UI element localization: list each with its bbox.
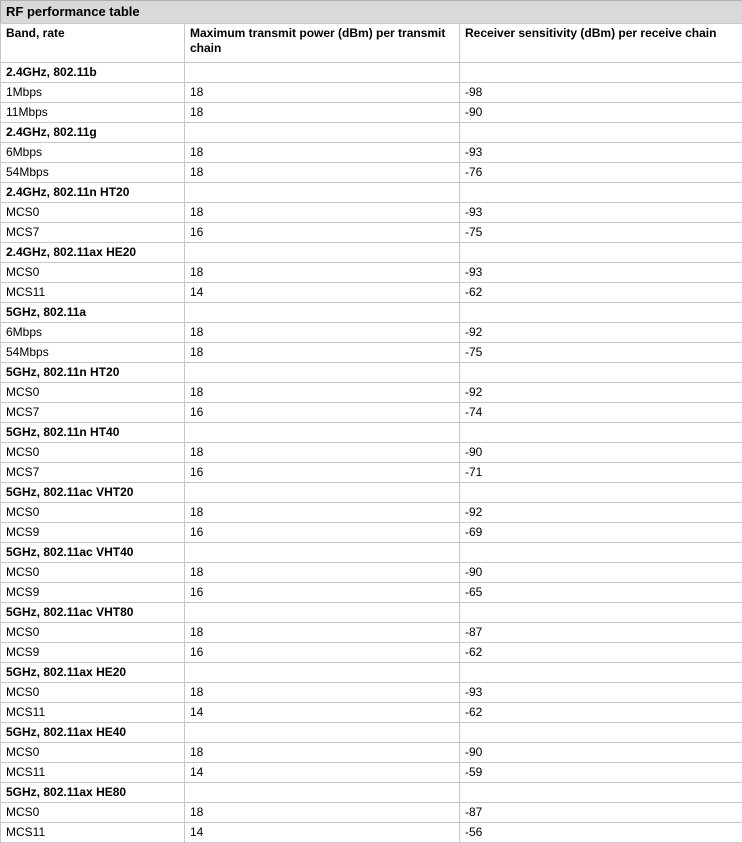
cell-max-transmit-power: 18 (185, 163, 460, 183)
table-row (1, 263, 742, 283)
cell-max-transmit-power: 16 (185, 463, 460, 483)
table-row (1, 523, 742, 543)
cell-max-transmit-power: 18 (185, 83, 460, 103)
cell-max-transmit-power (185, 243, 460, 263)
cell-band-rate: 5GHz, 802.11ax HE20 (1, 663, 185, 683)
cell-max-transmit-power: 18 (185, 103, 460, 123)
cell-band-rate: MCS0 (1, 803, 185, 823)
cell-band-rate: MCS9 (1, 643, 185, 663)
table-row (1, 743, 742, 763)
cell-band-rate: 5GHz, 802.11ac VHT20 (1, 483, 185, 503)
cell-band-rate: 5GHz, 802.11n HT20 (1, 363, 185, 383)
cell-max-transmit-power: 18 (185, 503, 460, 523)
cell-band-rate: 5GHz, 802.11a (1, 303, 185, 323)
table-row (1, 283, 742, 303)
cell-max-transmit-power (185, 483, 460, 503)
cell-max-transmit-power (185, 183, 460, 203)
cell-receiver-sensitivity (460, 783, 742, 803)
cell-receiver-sensitivity: -92 (460, 323, 742, 343)
cell-band-rate: 5GHz, 802.11n HT40 (1, 423, 185, 443)
cell-receiver-sensitivity: -90 (460, 743, 742, 763)
cell-receiver-sensitivity (460, 363, 742, 383)
table-group-row (1, 363, 742, 383)
table-row (1, 103, 742, 123)
cell-band-rate: MCS0 (1, 563, 185, 583)
cell-max-transmit-power (185, 603, 460, 623)
table-group-row (1, 243, 742, 263)
cell-band-rate: MCS11 (1, 823, 185, 843)
cell-max-transmit-power: 18 (185, 323, 460, 343)
cell-receiver-sensitivity: -92 (460, 383, 742, 403)
table-row (1, 203, 742, 223)
cell-max-transmit-power: 18 (185, 683, 460, 703)
cell-band-rate: MCS0 (1, 623, 185, 643)
cell-band-rate: MCS7 (1, 463, 185, 483)
cell-band-rate: MCS0 (1, 743, 185, 763)
cell-band-rate: MCS9 (1, 583, 185, 603)
table-row (1, 623, 742, 643)
table-header (1, 24, 742, 63)
cell-max-transmit-power: 18 (185, 143, 460, 163)
cell-receiver-sensitivity: -62 (460, 283, 742, 303)
cell-band-rate: 2.4GHz, 802.11b (1, 63, 185, 83)
cell-max-transmit-power: 18 (185, 743, 460, 763)
table-group-row (1, 423, 742, 443)
cell-receiver-sensitivity: -69 (460, 523, 742, 543)
cell-max-transmit-power: 18 (185, 443, 460, 463)
table-row (1, 463, 742, 483)
cell-receiver-sensitivity (460, 183, 742, 203)
column-header-max-transmit-power: Maximum transmit power (dBm) per transmit chain (185, 24, 460, 63)
cell-band-rate: MCS11 (1, 283, 185, 303)
cell-receiver-sensitivity: -93 (460, 143, 742, 163)
cell-band-rate: MCS0 (1, 263, 185, 283)
table-row (1, 763, 742, 783)
cell-max-transmit-power: 18 (185, 563, 460, 583)
cell-max-transmit-power: 18 (185, 263, 460, 283)
cell-receiver-sensitivity: -71 (460, 463, 742, 483)
cell-band-rate: 11Mbps (1, 103, 185, 123)
table-row (1, 343, 742, 363)
column-header-receiver-sensitivity: Receiver sensitivity (dBm) per receive chain (460, 24, 742, 63)
table-group-row (1, 303, 742, 323)
cell-receiver-sensitivity: -76 (460, 163, 742, 183)
table-header-row (1, 24, 742, 63)
cell-band-rate: MCS7 (1, 403, 185, 423)
cell-band-rate: MCS11 (1, 763, 185, 783)
table-row (1, 703, 742, 723)
cell-max-transmit-power (185, 363, 460, 383)
cell-band-rate: 5GHz, 802.11ax HE80 (1, 783, 185, 803)
table-group-row (1, 723, 742, 743)
cell-band-rate: 1Mbps (1, 83, 185, 103)
cell-max-transmit-power (185, 63, 460, 83)
cell-max-transmit-power (185, 723, 460, 743)
table-group-row (1, 483, 742, 503)
table-body (1, 63, 742, 843)
table-row (1, 223, 742, 243)
cell-max-transmit-power: 14 (185, 283, 460, 303)
cell-band-rate: MCS11 (1, 703, 185, 723)
cell-receiver-sensitivity: -93 (460, 683, 742, 703)
table-row (1, 683, 742, 703)
cell-max-transmit-power: 16 (185, 583, 460, 603)
cell-receiver-sensitivity (460, 423, 742, 443)
table-row (1, 443, 742, 463)
cell-band-rate: 5GHz, 802.11ac VHT40 (1, 543, 185, 563)
cell-max-transmit-power (185, 303, 460, 323)
cell-band-rate: 54Mbps (1, 343, 185, 363)
cell-receiver-sensitivity: -75 (460, 343, 742, 363)
cell-receiver-sensitivity: -87 (460, 803, 742, 823)
cell-receiver-sensitivity (460, 603, 742, 623)
cell-receiver-sensitivity: -90 (460, 563, 742, 583)
cell-max-transmit-power: 16 (185, 643, 460, 663)
cell-receiver-sensitivity: -98 (460, 83, 742, 103)
cell-receiver-sensitivity: -56 (460, 823, 742, 843)
table-row (1, 83, 742, 103)
cell-max-transmit-power: 14 (185, 763, 460, 783)
cell-max-transmit-power (185, 123, 460, 143)
cell-receiver-sensitivity: -65 (460, 583, 742, 603)
table-row (1, 823, 742, 843)
cell-receiver-sensitivity (460, 243, 742, 263)
table-row (1, 383, 742, 403)
table-row (1, 503, 742, 523)
table-group-row (1, 603, 742, 623)
cell-receiver-sensitivity: -75 (460, 223, 742, 243)
cell-receiver-sensitivity (460, 123, 742, 143)
table-row (1, 403, 742, 423)
cell-band-rate: MCS9 (1, 523, 185, 543)
cell-band-rate: 2.4GHz, 802.11ax HE20 (1, 243, 185, 263)
column-header-band-rate: Band, rate (1, 24, 185, 63)
table-group-row (1, 663, 742, 683)
cell-max-transmit-power (185, 783, 460, 803)
cell-receiver-sensitivity: -92 (460, 503, 742, 523)
cell-receiver-sensitivity (460, 543, 742, 563)
cell-receiver-sensitivity: -93 (460, 203, 742, 223)
cell-max-transmit-power: 14 (185, 703, 460, 723)
cell-band-rate: MCS0 (1, 203, 185, 223)
cell-band-rate: MCS0 (1, 683, 185, 703)
cell-receiver-sensitivity (460, 663, 742, 683)
cell-band-rate: 5GHz, 802.11ac VHT80 (1, 603, 185, 623)
cell-band-rate: 2.4GHz, 802.11n HT20 (1, 183, 185, 203)
cell-receiver-sensitivity: -59 (460, 763, 742, 783)
cell-max-transmit-power: 14 (185, 823, 460, 843)
cell-receiver-sensitivity: -90 (460, 443, 742, 463)
cell-max-transmit-power: 16 (185, 403, 460, 423)
cell-max-transmit-power: 16 (185, 523, 460, 543)
cell-max-transmit-power: 18 (185, 343, 460, 363)
cell-max-transmit-power (185, 663, 460, 683)
table-title: RF performance table (0, 0, 742, 23)
cell-band-rate: MCS0 (1, 383, 185, 403)
cell-band-rate: MCS0 (1, 443, 185, 463)
cell-band-rate: 5GHz, 802.11ax HE40 (1, 723, 185, 743)
table-group-row (1, 183, 742, 203)
table-group-row (1, 123, 742, 143)
cell-receiver-sensitivity: -62 (460, 643, 742, 663)
table-row (1, 323, 742, 343)
cell-receiver-sensitivity: -93 (460, 263, 742, 283)
cell-band-rate: MCS7 (1, 223, 185, 243)
cell-max-transmit-power (185, 543, 460, 563)
cell-max-transmit-power: 18 (185, 383, 460, 403)
table-row (1, 583, 742, 603)
cell-band-rate: 54Mbps (1, 163, 185, 183)
cell-max-transmit-power: 18 (185, 803, 460, 823)
cell-max-transmit-power (185, 423, 460, 443)
table-row (1, 803, 742, 823)
table-row (1, 563, 742, 583)
table-group-row (1, 783, 742, 803)
cell-band-rate: 6Mbps (1, 323, 185, 343)
cell-receiver-sensitivity: -90 (460, 103, 742, 123)
cell-receiver-sensitivity: -62 (460, 703, 742, 723)
cell-max-transmit-power: 16 (185, 223, 460, 243)
cell-receiver-sensitivity (460, 723, 742, 743)
cell-receiver-sensitivity: -74 (460, 403, 742, 423)
table-row (1, 143, 742, 163)
table-group-row (1, 63, 742, 83)
cell-receiver-sensitivity: -87 (460, 623, 742, 643)
cell-receiver-sensitivity (460, 303, 742, 323)
table-group-row (1, 543, 742, 563)
cell-max-transmit-power: 18 (185, 623, 460, 643)
cell-receiver-sensitivity (460, 483, 742, 503)
cell-receiver-sensitivity (460, 63, 742, 83)
table-row (1, 643, 742, 663)
table-row (1, 163, 742, 183)
cell-band-rate: 6Mbps (1, 143, 185, 163)
cell-band-rate: 2.4GHz, 802.11g (1, 123, 185, 143)
cell-band-rate: MCS0 (1, 503, 185, 523)
cell-max-transmit-power: 18 (185, 203, 460, 223)
